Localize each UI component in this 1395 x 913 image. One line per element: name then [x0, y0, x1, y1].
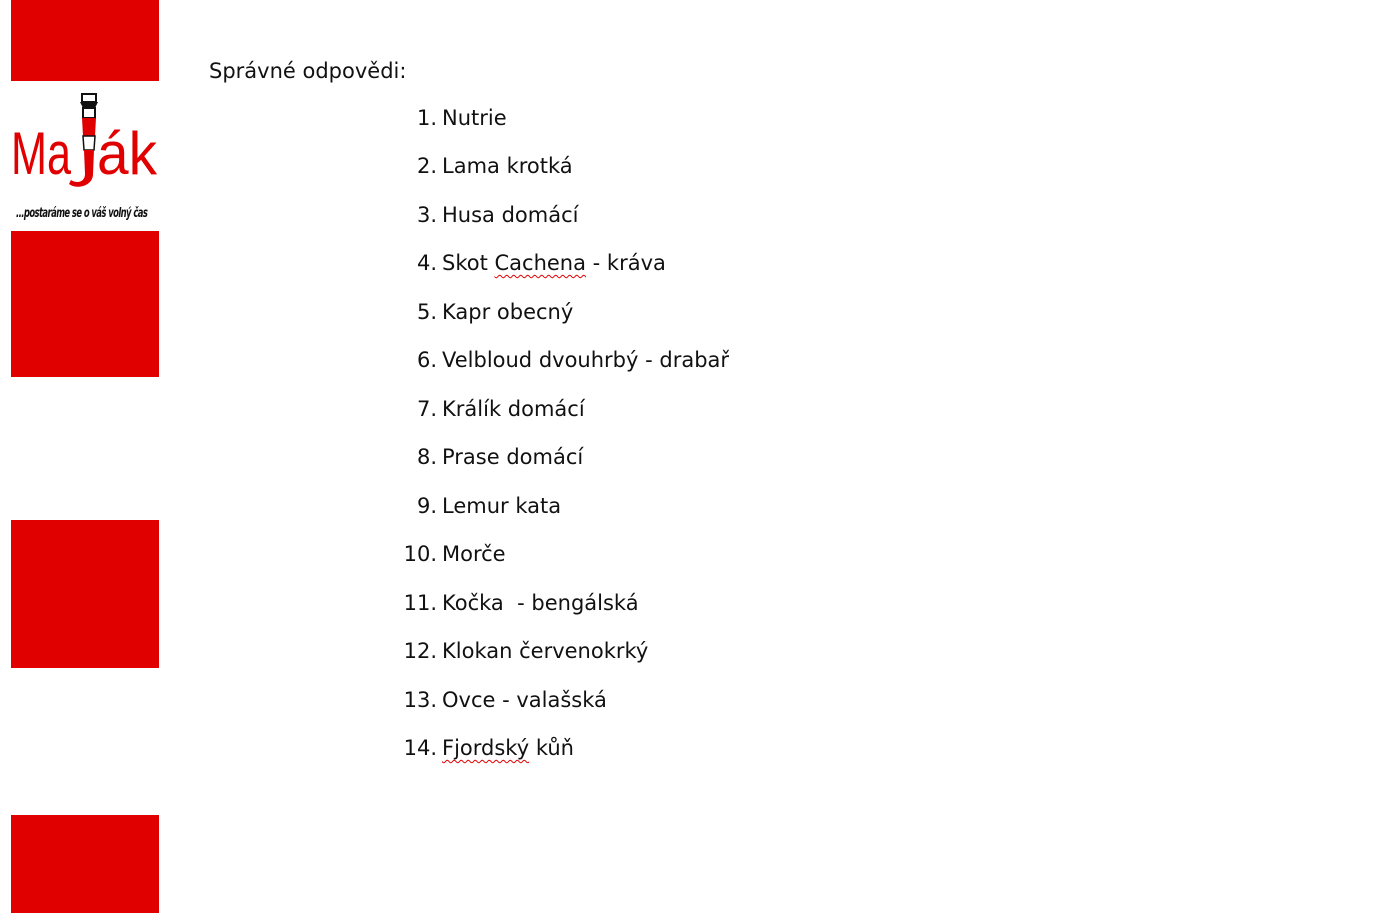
answer-text: Ovce - valašská — [442, 688, 607, 712]
decorative-red-block-top — [11, 0, 159, 81]
answer-text: Morče — [442, 542, 506, 566]
answer-text: Králík domácí — [442, 397, 585, 421]
svg-text:ák: ák — [97, 120, 158, 187]
answer-number: 12. — [403, 639, 437, 663]
answer-number: 5. — [416, 300, 437, 324]
answer-number: 10. — [403, 542, 437, 566]
answer-number: 13. — [403, 688, 437, 712]
answer-text: Klokan červenokrký — [442, 639, 649, 663]
spellcheck-flagged-word: Fjordský — [442, 736, 530, 760]
answer-number: 9. — [416, 494, 437, 518]
answer-number: 4. — [416, 251, 437, 275]
answer-number: 8. — [416, 445, 437, 469]
logo-tagline: ...postaráme se o váš volný čas — [16, 206, 148, 221]
answer-text — [442, 736, 574, 760]
answer-number: 6. — [416, 348, 437, 372]
answer-text-part: - kráva — [586, 251, 666, 275]
answer-text-part: Skot — [442, 251, 495, 275]
answer-text: Husa domácí — [442, 203, 579, 227]
answer-text-part: kůň — [529, 736, 574, 760]
decorative-red-block-bottom — [11, 815, 159, 913]
answer-number: 3. — [416, 203, 437, 227]
answer-text: Lemur kata — [442, 494, 562, 518]
answers-heading: Správné odpovědi: — [209, 59, 407, 83]
answer-number: 1. — [416, 106, 437, 130]
answer-number: 2. — [416, 154, 437, 178]
spellcheck-flagged-word: Cachena — [494, 251, 586, 275]
answer-text: Nutrie — [442, 106, 507, 130]
answer-text: Kočka - bengálská — [442, 591, 639, 615]
answer-text: Velbloud dvouhrbý - drabař — [442, 348, 730, 372]
answer-text: Lama krotká — [442, 154, 573, 178]
svg-text:Ma: Ma — [11, 120, 72, 187]
answer-number: 14. — [403, 736, 437, 760]
answer-text: Prase domácí — [442, 445, 584, 469]
answer-text: Kapr obecný — [442, 300, 574, 324]
answer-number: 11. — [403, 591, 437, 615]
answer-number: 7. — [416, 397, 437, 421]
answer-text — [442, 251, 666, 275]
